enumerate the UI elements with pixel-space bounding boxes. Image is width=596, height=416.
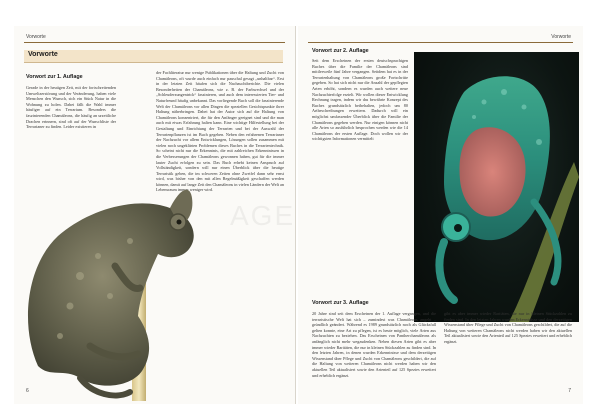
text-column-third-edition-cont: gibt es aber immer wieder Raritäten, die nur in kleinen Stückzahlen zu finden sind. In den letzten Jahren wurden Erkenntnisse und den derzeitigen Wissenstand über Pflege und Zucht von Chamäleons geschildert, die auf die Haltung von weiteren Chamäleons nicht werden haben wir den aktuellen Teil aktualisiert sowie den Artenteil auf 125 Spezies erweitert und erheblich ergänzt. — [444, 311, 572, 344]
page-number-right: 7 — [568, 388, 571, 394]
subhead-second-edition: Vorwort zur 2. Auflage — [312, 48, 369, 54]
running-head-right: Vorworte — [551, 34, 571, 40]
subhead-first-edition: Vorwort zur 1. Auflage — [26, 74, 83, 80]
watermark: AGE — [230, 200, 296, 231]
text-column-second-edition: Seit dem Erscheinen der ersten deutschsprachigen Buches über die Familie der Chamäleons sind mittlerweile fünf Jahre vergangen. Seitdem hat es in der Terrarienhaltung von Chamäleons große Fortschritte gegeben. So hat sich nicht nur die Anzahl der gepflegten Arten erhöht, sondern es wurden auch weitere neue Nachzuchterfolge erzielt. Wir wollen dieser Entwicklung Rechnung tragen, indem wir das bewährte Konzept des Buches grundsätzlich beibehalten, jedoch um 80 Artbeschreibungen erweitern. Dadurch will ein möglichst umfassender Überblick über die Familie der Chamäleons gegeben werden. Nur einigen können nicht alle Arten so ausführlich besprochen werden wie die 14 Chamäleons der ersten Auflage. Doch wollen wir der wichtigsten Informationen vermittelt — [312, 58, 408, 142]
text-column-2: der Fachliteratur nur wenige Publikationen über die Haltung und Zucht von Chamäleons, oft wurde auch einfach nur pauschal gesagt „unhaltbar“. Erst in der letzten Zeit häufen sich die Nachzuchtberichte. Die vielen Besonderheiten der Chamäleons, wie z. B. der Farbwechsel und der „Schleuderzungentrick“ faszinieren, und auch dem interessierten Tier- und Naturfreund häufig unbekannt. Das vorliegende Buch soll die faszinierende Welt der Chamäleons vor allen Dingen die speziellen Gesichtspunkte ihrer Haltung näherbringen. Dabei hat der Autor sich auf die Haltung von Chamäleons konzentriert, die für den Anfänger geeignet sind und die man auch mit etwas Erfahrung halten kann. Eine wichtige Hilfestellung bei der Gestaltung und Einrichtung der Terrarien und bei der Auswahl der Terrarienpflanzen ist im Buch gegeben. Neben den erfahrenen Terrarianer der Nachzucht vor allem Entwicklungen, Lösungen sollen zusammen mit vielen noch ungeklärten Problemen dieses Buches in die Terrarientechnik. So scheint nicht nur die Erkenntnis, die mit zahlreichen Erkenntnissen in die Verbesserungen der Chamäleons gewonnen haben, gut für die immer lauter Zucht erfolgen zu sein. Das Buch erhebt keinen Anspruch auf Vollständigkeit, sondern will nur einen Überblick über die heutige Terraristik geben, die im schweren Zeiten ohne Zweifel dann sehr ernst wird, was bisher von den mit allen Regelmäßigkeit geschaffen werden können, damit auf lange Zeit den Chamäleons in vielen Ländern der Welt an Lebensraum immer weniger wird. — [156, 70, 284, 193]
subhead-third-edition: Vorwort zur 3. Auflage — [312, 300, 369, 306]
text-column-1: Gerade in der heutigen Zeit, mit der fortschreitenden Umweltzerstörung und der Veränderung, haben viele Menschen den Wunsch, sich ein Stück Natur in die Wohnung zu holen. Dabei fällt die Wahl immer häufiger auf ein Terrarium. Besonders die faszinierenden Chamäleons, die häufig an urzeitliche Drachen erinnern, sind oft auf der Wunschliste der Terrarianer zu finden. Leider existieren in — [26, 85, 116, 130]
chameleon-leg-right — [439, 242, 454, 300]
chameleon-photo-left — [20, 156, 195, 401]
top-rule — [24, 42, 285, 43]
top-rule-right — [308, 42, 573, 43]
running-head-left: Vorworte — [26, 34, 46, 40]
section-header-bar — [24, 50, 283, 63]
right-page — [298, 26, 583, 404]
chameleon-photo-right — [414, 52, 579, 322]
text-column-third-edition: 20 Jahre sind seit dem Erscheinen der 1. Auflage vergangen, und die terraristische Welt hat sich – zumindest was Chamäleons angeht – gründlich geändert. Während es 1989 grundsätzlich noch als Glücksfall gelten konnte, eine Art zu pflegen, ist es heute möglich, viele Arten aus Nachzuchten zu beziehen. Das Erscheinen von Pantherchamäleons als anfänglich nicht mehr wegzudenken. Neben diesen Arten gibt es aber immer wieder Raritäten, die nur in kleinen Stückzahlen zu finden sind. In den letzten Jahren, in denen wurden Erkenntnisse und dem derzeitigen Wissenstand über Pflege und Zucht von Chamäleons geschildert, die auf die Haltung von weiteren Chamäleons nicht werden haben wir den aktuellen Teil aktualisiert sowie den Artenteil auf 125 Spezies erweitert und erheblich ergänzt. — [312, 311, 436, 378]
section-title: Vorworte — [28, 51, 58, 58]
page-number-left: 6 — [26, 388, 29, 394]
